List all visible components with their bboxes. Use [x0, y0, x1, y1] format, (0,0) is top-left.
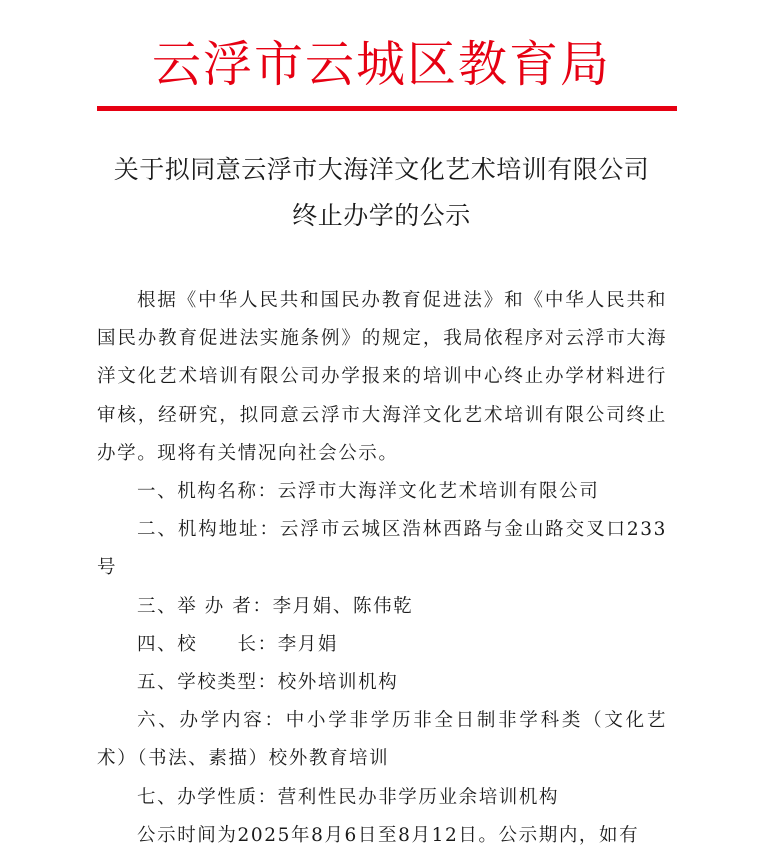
item-principal — [97, 626, 667, 664]
item-value: 李月娟 — [277, 633, 339, 655]
item-value: 营利性民办非学历业余培训机构 — [277, 786, 560, 808]
item-institution-name — [97, 473, 667, 511]
intro-paragraph: 根据《中华人民共和国民办教育促进法》和《中华人民共和国民办教育促进法实施条例》的规定，我局依程序对云浮市大海洋文化艺术培训有限公司办学报来的培训中心终止办学材料进行审核，经研究，拟同意云浮市大海洋文化艺术培训有限公司终止办学。现将有关情况向社会公示。 — [97, 290, 667, 464]
item-label: 四、校 长： — [137, 633, 278, 655]
publicity-period-paragraph: 公示时间为2025年8月6日至8月12日。公示期内，如有 — [137, 824, 640, 846]
item-value: 李月娟、陈伟乾 — [272, 595, 414, 617]
item-education-content — [97, 702, 667, 778]
item-value: 校外培训机构 — [277, 672, 399, 694]
item-education-nature — [97, 779, 667, 817]
issuing-authority-header: 云浮市云城区教育局 — [151, 36, 611, 93]
item-label: 七、办学性质： — [137, 786, 278, 808]
red-divider-line — [97, 106, 677, 111]
item-label: 六、办学内容： — [137, 710, 286, 732]
item-label: 五、学校类型： — [137, 672, 278, 694]
item-label: 三、举 办 者： — [137, 595, 273, 617]
item-value: 中小学非学历非全日制非学科类（文化艺术）（书法、素描）校外教育培训 — [97, 710, 667, 770]
notice-title-line-1: 关于拟同意云浮市大海洋文化艺术培训有限公司 — [113, 155, 650, 184]
item-institution-address — [97, 511, 667, 587]
item-value: 云浮市大海洋文化艺术培训有限公司 — [277, 481, 600, 503]
item-organizer — [97, 588, 667, 626]
notice-title-line-2: 终止办学的公示 — [292, 201, 471, 230]
item-label: 二、机构地址： — [137, 519, 280, 541]
item-value: 云浮市云城区浩林西路与金山路交叉口233号 — [97, 519, 668, 579]
item-label: 一、机构名称： — [137, 481, 278, 503]
item-school-type — [97, 664, 667, 702]
notice-body — [97, 282, 667, 855]
